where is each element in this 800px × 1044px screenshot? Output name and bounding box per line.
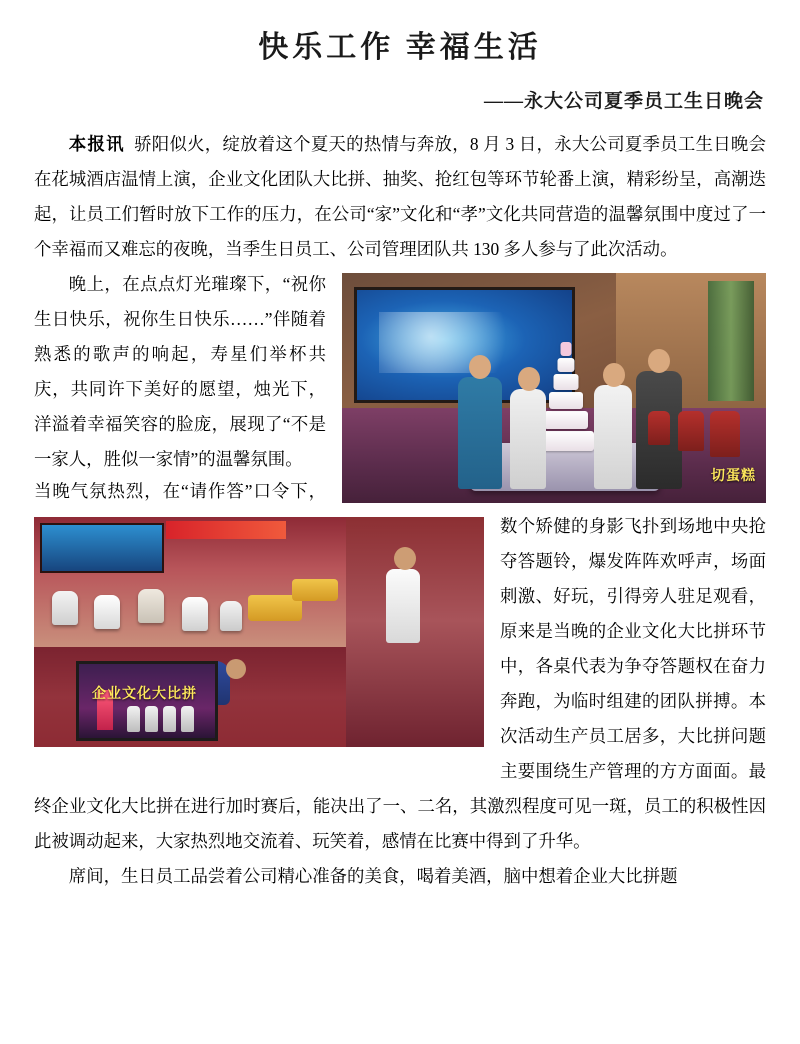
competitor	[138, 589, 164, 623]
seated-guest	[648, 411, 670, 445]
paragraph-3: 当晚气氛热烈，在“请作答”口令下，数个矫健的身影飞扑到场地中央抢夺答题铃，爆发阵阵欢呼声，场面刺激、好玩，引得旁人驻足观看，原来是当晚的企业文化大比拼环节中，各桌代表为争夺答题权在奋力奔跑，为临时组建的团队拼搏。本次活动生产员工居多，大比拼问题主要围绕生产管理的方方面面。最终企业文化大比拼在进行加时赛后，能决出了一、二名，其激烈程度可见一斑，员工的积极性因此被调动起来，大家热烈地交流着、玩笑着，感情在比赛中得到了升华。	[34, 481, 766, 851]
lead-label: 本报讯	[68, 134, 125, 154]
article-body	[34, 127, 766, 894]
paragraph-4: 席间，生日员工品尝着公司精心准备的美食，喝着美酒，脑中想着企业大比拼题	[68, 866, 678, 886]
paragraph-1	[34, 127, 766, 267]
birthday-cake	[538, 341, 594, 451]
cake-tier	[554, 374, 579, 390]
curtain-plant	[708, 281, 754, 401]
cake-tier	[538, 431, 594, 451]
person-head	[603, 363, 625, 387]
cake-topper	[561, 342, 572, 356]
cake-cutting-photo	[342, 273, 766, 503]
competitor	[94, 595, 120, 629]
person-cutting-cake	[594, 385, 632, 489]
person-head	[518, 367, 540, 391]
document-page	[0, 22, 800, 1044]
collage-top-left-photo	[34, 517, 346, 647]
cake-photo-caption: 切蛋糕	[711, 467, 756, 483]
seated-guest	[678, 411, 704, 451]
cake-tier	[558, 358, 575, 372]
stage-screen	[40, 523, 164, 573]
person-cutting-cake	[458, 377, 502, 489]
culture-competition-collage	[34, 517, 484, 747]
cake-tier	[544, 411, 588, 429]
person-cutting-cake	[510, 389, 546, 489]
paragraph-1-text: 骄阳似火，绽放着这个夏天的热情与奔放，8 月 3 日，永大公司夏季员工生日晚会在花城酒店温情上演，企业文化团队大比拼、抽奖、抢红包等环节轮番上演，精彩纷呈，高潮迭起，让员工们暂时放下工作的压力，在公司“家”文化和“孝”文化共同营造的温馨氛围中度过了一个幸福而又难忘的夜晚，当季生日员工、公司管理团队共 130 多人参与了此次活动。	[34, 134, 766, 259]
event-banner	[166, 521, 286, 539]
cake-tier	[549, 392, 583, 409]
page-title: 快乐工作 幸福生活	[258, 31, 542, 64]
banquet-table	[292, 579, 338, 601]
seated-guest	[710, 411, 740, 457]
cheering-person	[386, 569, 420, 643]
competition-photo-caption: 企业文化大比拼	[92, 685, 197, 701]
person-head	[226, 659, 246, 679]
competitor	[52, 591, 78, 625]
person-head	[469, 355, 491, 379]
paragraph-2: 晚上，在点点灯光璀璨下，“祝你生日快乐，祝你生日快乐……”伴随着熟悉的歌声的响起，寿星们举杯共庆，共同许下美好的愿望，烛光下，洋溢着幸福笑容的脸庞，展现了“不是一家人，胜似一家情”的温馨氛围。	[34, 274, 326, 469]
page-subtitle: ——永大公司夏季员工生日晚会	[483, 91, 764, 112]
person-head	[394, 547, 416, 570]
collage-right-photo	[346, 517, 484, 747]
competitor	[220, 601, 242, 631]
person-head	[648, 349, 670, 373]
competitor	[182, 597, 208, 631]
